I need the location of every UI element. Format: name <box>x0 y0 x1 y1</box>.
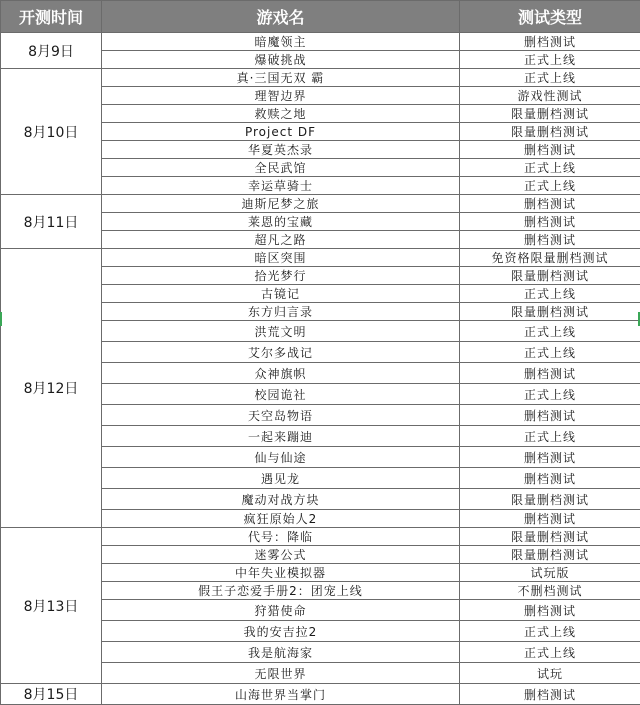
date-cell: 8月15日 <box>1 684 102 705</box>
test-type-cell: 试玩 <box>460 663 640 684</box>
game-name-cell: 救赎之地 <box>102 105 460 123</box>
game-name-cell: 全民武馆 <box>102 159 460 177</box>
test-type-cell: 正式上线 <box>460 342 640 363</box>
table-row <box>1 249 640 267</box>
game-name-cell: 真·三国无双 霸 <box>102 69 460 87</box>
date-cell: 8月9日 <box>1 33 102 69</box>
test-type-cell: 不删档测试 <box>460 582 640 600</box>
test-type-cell: 删档测试 <box>460 510 640 528</box>
test-type-cell: 免资格限量删档测试 <box>460 249 640 267</box>
table-row <box>1 69 640 87</box>
game-name-cell: 疯狂原始人2 <box>102 510 460 528</box>
test-type-cell: 删档测试 <box>460 231 640 249</box>
game-name-cell: 莱恩的宝藏 <box>102 213 460 231</box>
test-type-cell: 正式上线 <box>460 642 640 663</box>
game-name-cell: 华夏英杰录 <box>102 141 460 159</box>
game-name-cell: 我的安吉拉2 <box>102 621 460 642</box>
header-game: 游戏名 <box>102 1 460 33</box>
date-cell: 8月13日 <box>1 528 102 684</box>
game-name-cell: 山海世界当掌门 <box>102 684 460 705</box>
test-type-cell: 删档测试 <box>460 195 640 213</box>
test-type-cell: 删档测试 <box>460 141 640 159</box>
game-name-cell: 洪荒文明 <box>102 321 460 342</box>
test-type-cell: 限量删档测试 <box>460 105 640 123</box>
test-type-cell: 正式上线 <box>460 384 640 405</box>
test-type-cell: 删档测试 <box>460 447 640 468</box>
test-type-cell: 限量删档测试 <box>460 546 640 564</box>
game-name-cell: 爆破挑战 <box>102 51 460 69</box>
test-type-cell: 限量删档测试 <box>460 489 640 510</box>
date-cell: 8月10日 <box>1 69 102 195</box>
test-type-cell: 正式上线 <box>460 51 640 69</box>
game-name-cell: 代号：降临 <box>102 528 460 546</box>
game-name-cell: 幸运草骑士 <box>102 177 460 195</box>
game-name-cell: 假王子恋爱手册2：团宠上线 <box>102 582 460 600</box>
test-type-cell: 删档测试 <box>460 468 640 489</box>
test-type-cell: 试玩版 <box>460 564 640 582</box>
game-name-cell: 中年失业模拟器 <box>102 564 460 582</box>
game-name-cell: 东方归言录 <box>102 303 460 321</box>
game-name-cell: 一起来蹦迪 <box>102 426 460 447</box>
game-name-cell: Project DF <box>102 123 460 141</box>
test-type-cell: 删档测试 <box>460 600 640 621</box>
test-type-cell: 限量删档测试 <box>460 123 640 141</box>
game-name-cell: 超凡之路 <box>102 231 460 249</box>
test-type-cell: 删档测试 <box>460 213 640 231</box>
game-name-cell: 狩猎使命 <box>102 600 460 621</box>
game-name-cell: 暗魔领主 <box>102 33 460 51</box>
header-row <box>1 1 640 33</box>
header-type: 测试类型 <box>460 1 640 33</box>
game-name-cell: 迷雾公式 <box>102 546 460 564</box>
test-type-cell: 正式上线 <box>460 285 640 303</box>
game-name-cell: 天空岛物语 <box>102 405 460 426</box>
game-name-cell: 无限世界 <box>102 663 460 684</box>
table-row <box>1 528 640 546</box>
game-name-cell: 拾光梦行 <box>102 267 460 285</box>
game-name-cell: 遇见龙 <box>102 468 460 489</box>
table-row <box>1 195 640 213</box>
game-name-cell: 艾尔多战记 <box>102 342 460 363</box>
date-cell: 8月11日 <box>1 195 102 249</box>
table-body <box>1 33 640 705</box>
test-type-cell: 删档测试 <box>460 684 640 705</box>
test-type-cell: 限量删档测试 <box>460 528 640 546</box>
test-type-cell: 游戏性测试 <box>460 87 640 105</box>
game-name-cell: 校园诡社 <box>102 384 460 405</box>
test-type-cell: 正式上线 <box>460 177 640 195</box>
test-type-cell: 正式上线 <box>460 426 640 447</box>
test-type-cell: 删档测试 <box>460 405 640 426</box>
test-type-cell: 正式上线 <box>460 621 640 642</box>
date-cell: 8月12日 <box>1 249 102 528</box>
game-name-cell: 古镜记 <box>102 285 460 303</box>
header-date: 开测时间 <box>1 1 102 33</box>
game-name-cell: 暗区突围 <box>102 249 460 267</box>
game-name-cell: 理智边界 <box>102 87 460 105</box>
test-type-cell: 正式上线 <box>460 321 640 342</box>
table-row <box>1 33 640 51</box>
game-name-cell: 迪斯尼梦之旅 <box>102 195 460 213</box>
game-name-cell: 我是航海家 <box>102 642 460 663</box>
test-type-cell: 删档测试 <box>460 363 640 384</box>
game-name-cell: 仙与仙途 <box>102 447 460 468</box>
game-name-cell: 众神旗帜 <box>102 363 460 384</box>
test-type-cell: 正式上线 <box>460 69 640 87</box>
test-type-cell: 限量删档测试 <box>460 303 640 321</box>
test-type-cell: 删档测试 <box>460 33 640 51</box>
test-type-cell: 限量删档测试 <box>460 267 640 285</box>
game-name-cell: 魔动对战方块 <box>102 489 460 510</box>
test-type-cell: 正式上线 <box>460 159 640 177</box>
left-edge-marker <box>0 312 2 326</box>
table-row <box>1 684 640 705</box>
